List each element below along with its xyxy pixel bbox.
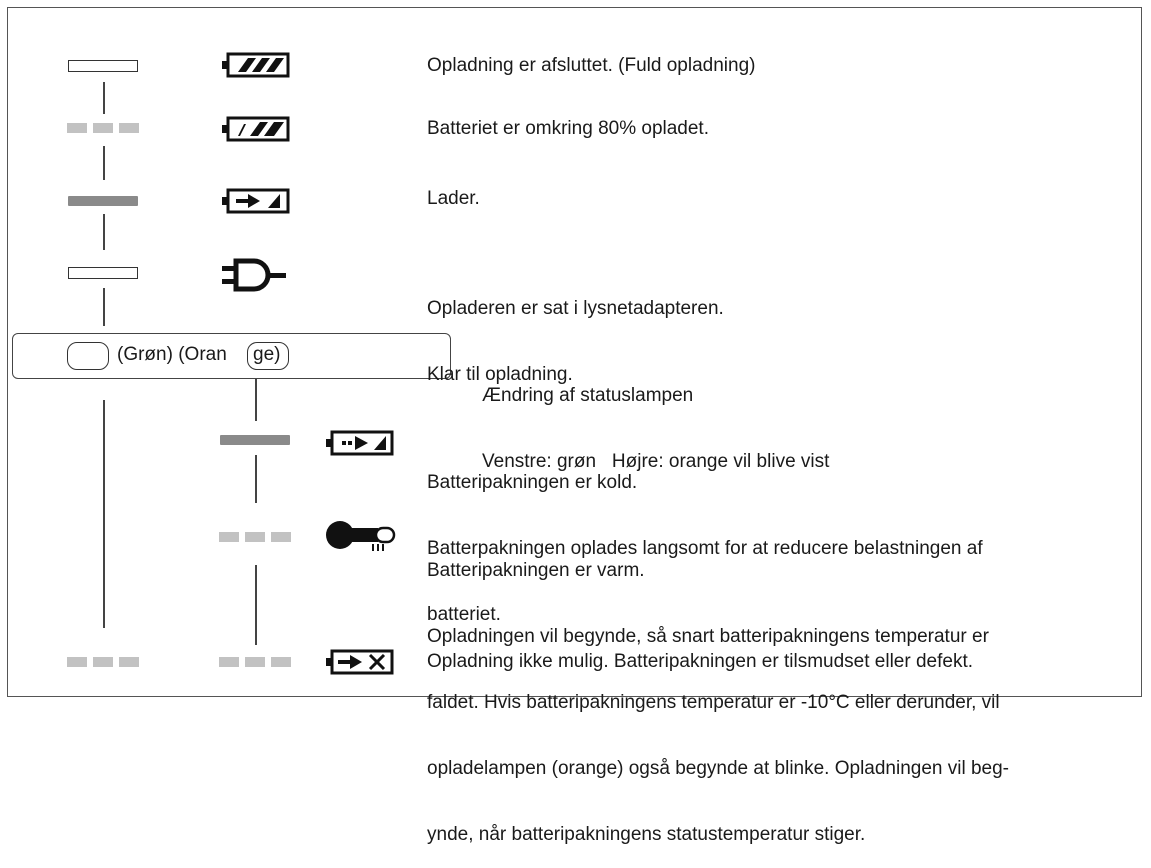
battery-full-icon <box>220 52 292 78</box>
description-80: Batteriet er omkring 80% opladet. <box>427 118 709 139</box>
battery-80-icon <box>220 116 292 142</box>
battery-cold-icon <box>324 430 396 456</box>
description-error: Opladning ikke mulig. Batteripakningen er tilsmudset eller defekt. <box>427 651 974 672</box>
description-hot: Batteripakningen er varm. Opladningen vil begynde, så snart batteripakningens temperatur er faldet. Hvis batteripakningens temperatur er -10°C eller derunder, vil opladelampen (orange) også begynde at blinke. Opladningen vil beg- ynde, når batteripakningens statustemperatur stiger. <box>427 560 1010 845</box>
status-label-left: (Grøn) (Oran <box>117 344 227 365</box>
connector-line <box>103 288 105 326</box>
lamp-blinking-indicator <box>219 532 291 542</box>
battery-error-icon <box>324 649 396 675</box>
connector-line <box>103 146 105 180</box>
status-note: Ændring af statuslampen Venstre: grøn Højre: orange vil blive vist <box>482 385 830 472</box>
lamp-on-indicator <box>68 196 138 206</box>
description-full: Opladning er afsluttet. (Fuld opladning) <box>427 55 756 76</box>
battery-charging-icon <box>220 188 292 214</box>
description-charging: Lader. <box>427 188 480 209</box>
status-label-right: ge) <box>253 344 281 365</box>
lamp-blinking-indicator <box>219 657 291 667</box>
lamp-off-indicator <box>68 267 138 279</box>
lamp-on-indicator <box>220 435 290 445</box>
connector-line <box>103 214 105 250</box>
connector-line <box>255 379 257 421</box>
lamp-off-indicator <box>68 60 138 72</box>
lamp-blinking-indicator <box>67 123 139 133</box>
status-lamp-legend-box <box>12 333 451 379</box>
connector-line <box>103 400 105 628</box>
lamp-blinking-indicator <box>67 657 139 667</box>
description-ready: Opladeren er sat i lysnetadapteren. Klar til opladning. <box>427 298 724 385</box>
thermometer-hot-icon <box>324 519 402 553</box>
connector-line <box>255 455 257 503</box>
connector-line <box>103 82 105 114</box>
connector-line <box>255 565 257 645</box>
green-lamp-symbol <box>67 342 109 370</box>
description-cold: Batteripakningen er kold. Batterpakningen oplades langsomt for at reducere belastningen af batteriet. <box>427 472 983 625</box>
plug-icon <box>220 258 292 292</box>
